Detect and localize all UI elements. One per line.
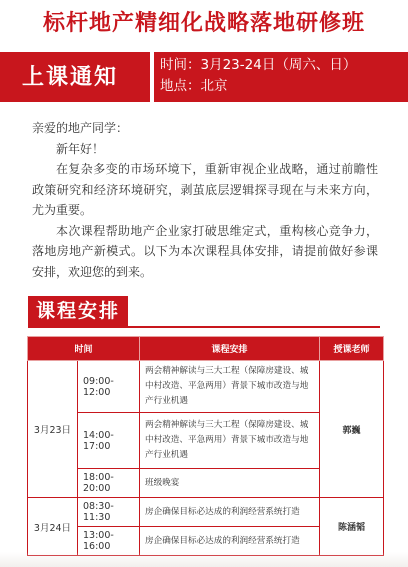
teacher-cell: 陈涵韬 — [320, 498, 384, 556]
time-cell: 08:30-11:30 — [78, 498, 140, 527]
content-cell: 房企确保目标必达成的利润经营系统打造 — [140, 527, 320, 556]
time-cell: 18:00-20:00 — [78, 469, 140, 498]
content-cell: 两会精神解读与三大工程（保障房建设、城中村改造、平急两用）背景下城市改造与地产行业机遇 — [140, 361, 320, 413]
content-cell: 房企确保目标必达成的利润经营系统打造 — [140, 498, 320, 527]
letter-body — [32, 118, 378, 282]
notice-banner — [0, 52, 408, 102]
time-line: 时间：3月23-24日（周六、日） — [160, 57, 357, 73]
table-header-row — [28, 337, 384, 361]
course-title: 标杆地产精细化战略落地研修班 — [42, 10, 365, 36]
date-cell: 3月24日 — [28, 498, 78, 556]
notice-label: 上课通知 — [22, 64, 119, 90]
section-underline — [28, 326, 380, 328]
content-cell: 两会精神解读与三大工程（保障房建设、城中村改造、平急两用）背景下城市改造与地产行业机遇 — [140, 413, 320, 469]
schedule-table — [27, 336, 384, 556]
table-row — [28, 498, 384, 527]
paragraph-2: 本次课程帮助地产企业家打破思维定式，重构核心竞争力，落地房地产新模式。以下为本次课程具体安排，请提前做好参课安排，欢迎您的到来。 — [32, 223, 378, 279]
bottom-fade-decoration — [0, 552, 408, 567]
table-row — [28, 361, 384, 413]
banner-info — [160, 55, 356, 97]
hello-line: 新年好！ — [56, 141, 105, 156]
place-line: 地点：北京 — [160, 78, 228, 94]
time-cell: 09:00-12:00 — [78, 361, 140, 413]
teacher-cell: 郭巍 — [320, 361, 384, 498]
greeting: 亲爱的地产同学： — [32, 121, 129, 135]
time-cell: 13:00-16:00 — [78, 527, 140, 556]
time-cell: 14:00-17:00 — [78, 413, 140, 469]
schedule-section-title: 课程安排 — [28, 296, 128, 326]
content-cell: 班级晚宴 — [140, 469, 320, 498]
paragraph-1: 在复杂多变的市场环境下，重新审视企业战略，通过前瞻性政策研究和经济环境研究，剥茧底层逻辑探寻现在与未来方向，尤为重要。 — [32, 162, 378, 217]
header-time: 时间 — [28, 337, 140, 361]
date-cell: 3月23日 — [28, 361, 78, 498]
header-content: 课程安排 — [140, 337, 320, 361]
header-teacher: 授课老师 — [320, 337, 384, 361]
banner-divider — [150, 52, 154, 102]
